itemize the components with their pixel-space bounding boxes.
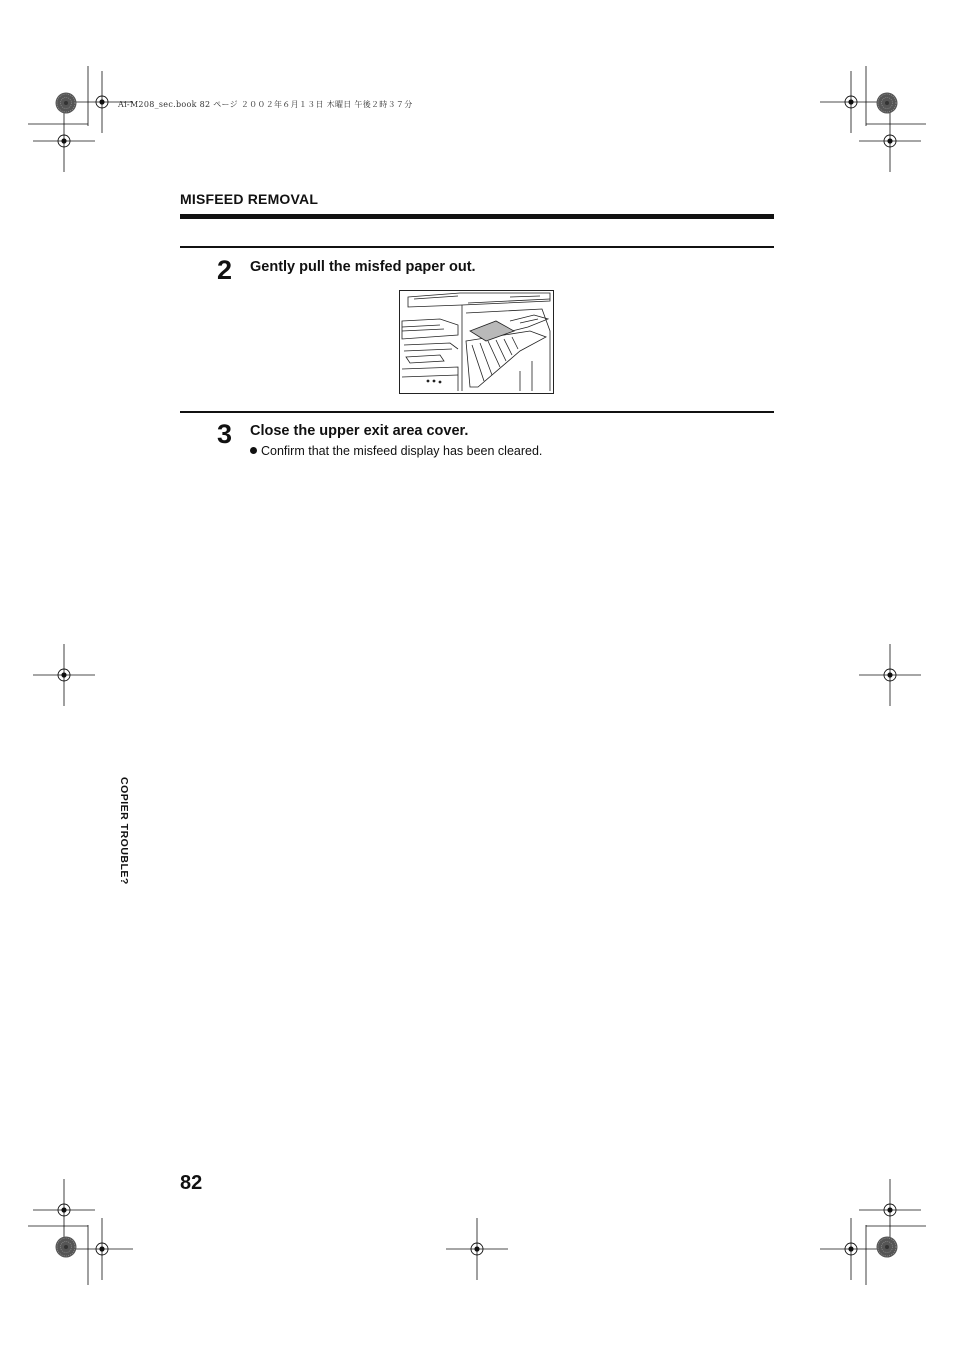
registration-mark-icon xyxy=(820,1218,882,1280)
color-target-icon xyxy=(877,93,898,114)
page-number: 82 xyxy=(180,1172,203,1194)
registration-mark-icon xyxy=(33,110,95,172)
registration-mark-icon xyxy=(33,1179,95,1241)
section-title: MISFEED REMOVAL xyxy=(180,191,319,207)
print-info-line: Ai-M208_sec.book 82 ページ ２００２年６月１３日 木曜日 午後２時３７分 xyxy=(118,100,413,109)
step-number: 3 xyxy=(217,419,233,449)
color-target-icon xyxy=(877,1237,898,1258)
step-instruction: Gently pull the misfed paper out. xyxy=(250,259,476,275)
registration-mark-icon xyxy=(71,1218,133,1280)
registration-mark-icon xyxy=(446,1218,508,1280)
side-tab-label: COPIER TROUBLE? xyxy=(118,777,130,885)
bullet-text: Confirm that the misfeed display has been cleared. xyxy=(261,444,543,458)
color-target-icon xyxy=(56,93,77,114)
registration-mark-icon xyxy=(859,110,921,172)
color-target-icon xyxy=(56,1237,77,1258)
registration-mark-icon xyxy=(859,1179,921,1241)
registration-mark-icon xyxy=(33,644,95,706)
step-instruction: Close the upper exit area cover. xyxy=(250,423,469,439)
step-number: 2 xyxy=(217,255,233,285)
registration-mark-icon xyxy=(859,644,921,706)
